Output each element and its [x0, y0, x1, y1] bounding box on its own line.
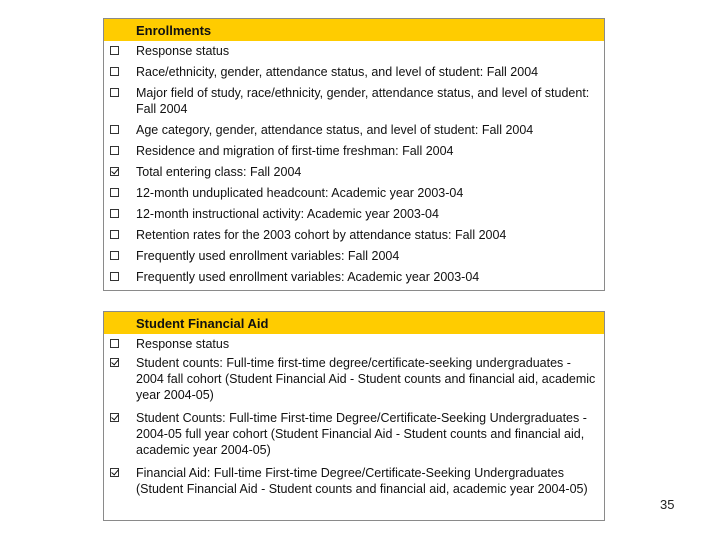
checked-checkbox[interactable] [110, 468, 119, 477]
enrollments-panel [103, 18, 605, 291]
checked-checkbox[interactable] [110, 167, 119, 176]
checklist-item-label: Age category, gender, attendance status, and level of student: Fall 2004 [136, 123, 534, 137]
checked-checkbox[interactable] [110, 413, 119, 422]
unchecked-checkbox[interactable] [110, 67, 119, 76]
checklist-item-label: Retention rates for the 2003 cohort by attendance status: Fall 2004 [136, 228, 507, 242]
checklist-item-label: 12-month instructional activity: Academic year 2003-04 [136, 207, 439, 221]
checklist-item[interactable] [104, 122, 604, 143]
unchecked-checkbox[interactable] [110, 209, 119, 218]
checklist-item-label: Frequently used enrollment variables: Academic year 2003-04 [136, 270, 480, 284]
checked-checkbox[interactable] [110, 358, 119, 367]
checklist-item-label: Major field of study, race/ethnicity, gender, attendance status, and level of student: Fall 2004 [136, 86, 590, 116]
checklist-item[interactable] [104, 269, 604, 290]
checklist-item-label: Total entering class: Fall 2004 [136, 165, 302, 179]
unchecked-checkbox[interactable] [110, 272, 119, 281]
financial-aid-panel [103, 311, 605, 521]
page-number: 35 [660, 497, 675, 512]
checklist-item[interactable] [104, 410, 604, 465]
checklist-item-label: Response status [136, 337, 230, 351]
unchecked-checkbox[interactable] [110, 46, 119, 55]
checklist-item[interactable] [104, 248, 604, 269]
checklist-item[interactable] [104, 43, 604, 64]
financial-aid-header: Student Financial Aid [104, 312, 604, 334]
enrollments-header: Enrollments [104, 19, 604, 41]
checklist-item[interactable] [104, 185, 604, 206]
unchecked-checkbox[interactable] [110, 88, 119, 97]
checklist-item[interactable] [104, 85, 604, 122]
unchecked-checkbox[interactable] [110, 230, 119, 239]
checklist-item[interactable] [104, 227, 604, 248]
checklist-item[interactable] [104, 64, 604, 85]
checklist-item[interactable] [104, 355, 604, 410]
checklist-item-label: 12-month unduplicated headcount: Academic year 2003-04 [136, 186, 464, 200]
checklist-item-label: Student counts: Full-time first-time degree/certificate-seeking undergraduates - 2004 fall cohort (Student Financial Aid - Student counts and financial aid, academic year 2004-05) [136, 356, 596, 402]
unchecked-checkbox[interactable] [110, 146, 119, 155]
unchecked-checkbox[interactable] [110, 125, 119, 134]
checklist-item[interactable] [104, 164, 604, 185]
checklist-item[interactable] [104, 143, 604, 164]
checklist-item-label: Financial Aid: Full-time First-time Degree/Certificate-Seeking Undergraduates (Student Financial Aid - Student counts and financial aid, academic year 2004-05) [136, 466, 588, 496]
unchecked-checkbox[interactable] [110, 339, 119, 348]
checklist-item[interactable] [104, 206, 604, 227]
unchecked-checkbox[interactable] [110, 188, 119, 197]
checklist-item[interactable] [104, 336, 604, 355]
checklist-item[interactable] [104, 465, 604, 520]
checklist-item-label: Race/ethnicity, gender, attendance status, and level of student: Fall 2004 [136, 65, 539, 79]
checklist-item-label: Residence and migration of first-time freshman: Fall 2004 [136, 144, 454, 158]
unchecked-checkbox[interactable] [110, 251, 119, 260]
checklist-item-label: Student Counts: Full-time First-time Degree/Certificate-Seeking Undergraduates - 2004-05 full year cohort (Student Financial Aid - Student counts and financial aid, academic year 2004-05) [136, 411, 587, 457]
checklist-item-label: Frequently used enrollment variables: Fall 2004 [136, 249, 400, 263]
checklist-item-label: Response status [136, 44, 230, 58]
